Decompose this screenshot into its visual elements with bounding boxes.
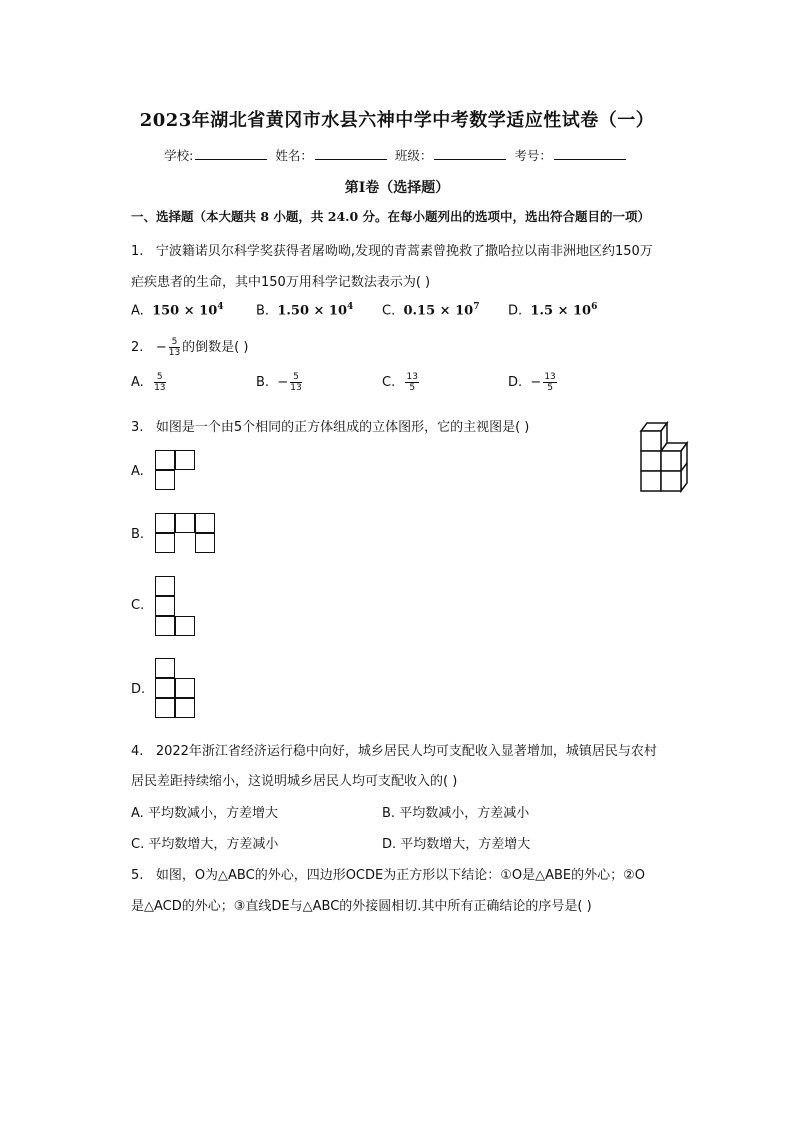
question-number: 4. — [131, 744, 144, 759]
q4-option-c[interactable]: C. 平均数增大，方差减小 — [131, 837, 279, 852]
q1-option-d[interactable]: D. $1.5 \times 10^6$ — [508, 302, 598, 319]
volume-title: 第I卷（选择题） — [344, 180, 450, 196]
question-3: 3. 如图是一个由5个相同的正方体组成的立体图形，它的主视图是( ) — [131, 420, 530, 435]
q2-option-d[interactable]: D. − $\frac{13}{5}$ — [508, 372, 556, 393]
q1-option-a[interactable]: A. $150 \times 10^4$ — [131, 302, 224, 319]
fraction: $\frac{5}{13}$ — [154, 372, 166, 393]
question-number: 5. — [131, 868, 144, 883]
question-number: 3. — [131, 420, 144, 435]
number-blank[interactable] — [554, 147, 626, 160]
question-1-line1 — [131, 240, 653, 259]
fraction: $\frac{5}{13}$ — [290, 372, 302, 393]
q3-option-a-label[interactable]: A. — [131, 464, 144, 479]
question-5-line2: 是△ACD的外心；③直线DE与△ABC的外接圆相切.其中所有正确结论的序号是( ) — [131, 899, 592, 914]
q3-option-c-label[interactable]: C. — [131, 598, 145, 613]
question-5-line1: 5. 如图，O为△ABC的外心，四边形OCDE为正方形以下结论：①O是△ABE的外心；②O — [131, 868, 646, 883]
fraction: $\frac{13}{5}$ — [406, 372, 418, 393]
question-2: 2. − $\frac{5}{13}$ 的倒数是( ) — [131, 337, 249, 358]
q4-option-d[interactable]: D. 平均数增大，方差增大 — [382, 837, 531, 852]
name-blank[interactable] — [315, 147, 387, 160]
q2-option-a[interactable]: A. $\frac{5}{13}$ — [131, 372, 166, 393]
q3-option-b-label[interactable]: B. — [131, 527, 145, 542]
question-1-line2: 疟疾患者的生命，其中150万用科学记数法表示为( ) — [131, 275, 431, 290]
number-label: 考号： — [514, 148, 552, 163]
name-label: 姓名： — [275, 148, 313, 163]
fraction: $\frac{5}{13}$ — [168, 337, 181, 358]
school-label: 学校: — [164, 148, 194, 163]
exam-title: 2023年湖北省黄冈市水县六神中学中考数学适应性试卷（一） — [139, 110, 655, 131]
q2-option-b[interactable]: B. − $\frac{5}{13}$ — [256, 372, 302, 393]
q4-option-b[interactable]: B. 平均数减小，方差减小 — [382, 806, 530, 821]
question-number: 1. — [131, 244, 144, 259]
fraction: $\frac{13}{5}$ — [544, 372, 556, 393]
q1-option-b[interactable]: B. $1.50 \times 10^4$ — [256, 302, 354, 319]
q4-option-a[interactable]: A. 平均数减小，方差增大 — [131, 806, 278, 821]
q2-option-c[interactable]: C. $\frac{13}{5}$ — [382, 372, 418, 393]
class-label: 班级： — [394, 148, 433, 163]
class-blank[interactable] — [434, 147, 506, 160]
student-info-line — [0, 146, 794, 164]
question-4-line2: 居民差距持续缩小，这说明城乡居民人均可支配收入的( ) — [131, 774, 458, 789]
cube-figure — [636, 418, 694, 494]
q3-option-d-label[interactable]: D. — [131, 682, 146, 697]
question-4-line1: 4. 2022年浙江省经济运行稳中向好，城乡居民人均可支配收入显著增加，城镇居民与农村 — [131, 744, 657, 759]
school-blank[interactable] — [195, 147, 267, 160]
question-text: 宁波籍诺贝尔科学奖获得者屠呦呦,发现的青蒿素曾挽救了撒哈拉以南非洲地区约150万 — [155, 244, 653, 259]
q1-option-c[interactable]: C. $0.15 \times 10^7$ — [382, 302, 480, 319]
question-number: 2. — [131, 340, 144, 355]
section-heading: 一、选择题（本大题共 8 小题，共 24.0 分。在每小题列出的选项中，选出符合题目的一项） — [131, 209, 651, 224]
